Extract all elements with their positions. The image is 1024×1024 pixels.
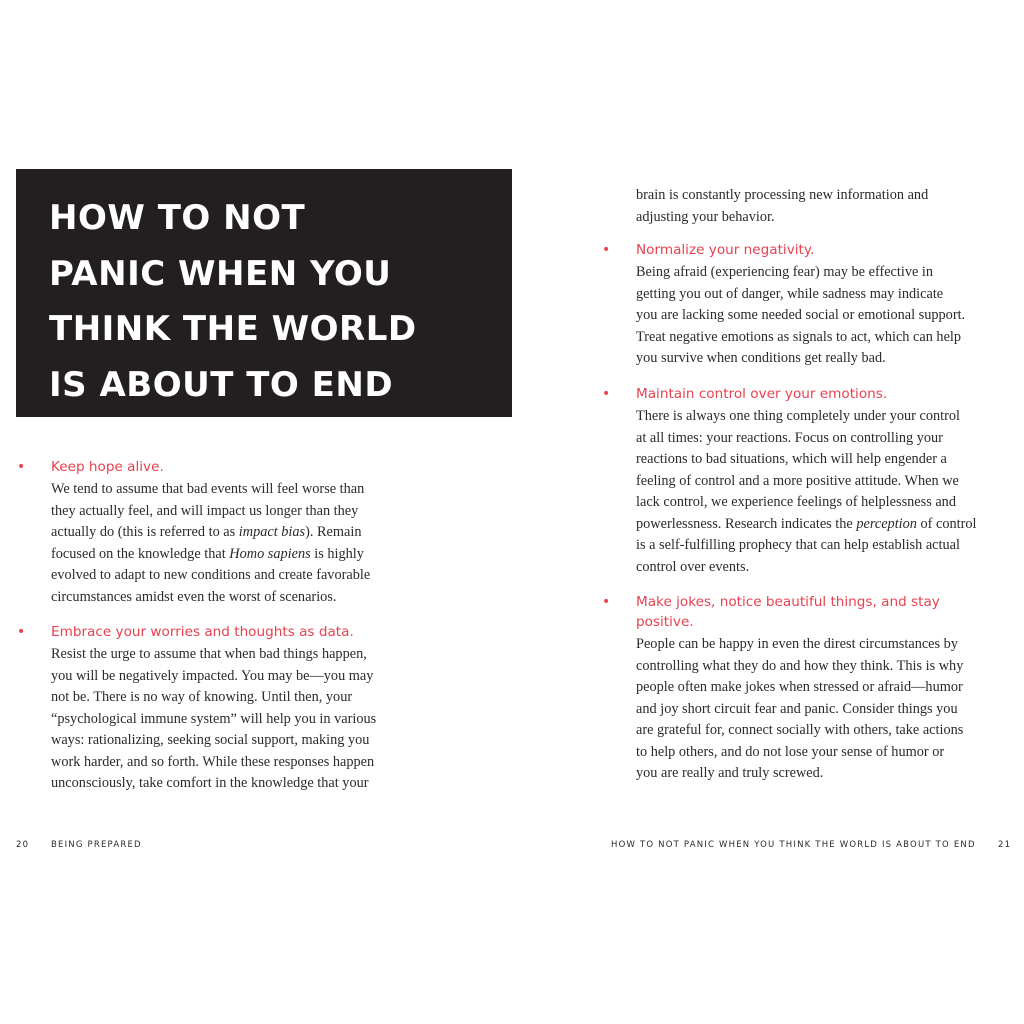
body-line: circumstances amidst even the worst of scenarios.: [51, 588, 337, 605]
footer-running-head-right: HOW TO NOT PANIC WHEN YOU THINK THE WORLD IS ABOUT TO END: [611, 840, 976, 850]
body-line: Treat negative emotions as signals to act, which can help: [636, 328, 962, 345]
body-line: people often make jokes when stressed or afraid—humor: [636, 679, 963, 695]
body-line: and joy short circuit fear and panic. Consider things you: [636, 700, 958, 717]
bullet-icon: •: [17, 459, 26, 475]
body-line: Being afraid (experiencing fear) may be effective in: [636, 264, 934, 280]
section-body: [51, 644, 431, 795]
section-keep-hope-alive: [17, 457, 431, 608]
body-line: getting you out of danger, while sadness may indicate: [636, 285, 944, 302]
body-line: “psychological immune system” will help you in various: [51, 710, 377, 727]
body-line: feeling of control and a more positive attitude. When we: [636, 472, 959, 489]
section-heading: Embrace your worries and thoughts as data.: [51, 624, 354, 640]
body-line: you are really and truly screwed.: [636, 765, 824, 781]
body-line: you will be negatively impacted. You may be—you may: [51, 667, 374, 684]
footer-page-number-right: 21: [998, 840, 1012, 850]
body-line: you survive when conditions get really bad.: [636, 350, 886, 366]
body-line: adjusting your behavior.: [636, 208, 775, 225]
italic-term: Homo sapiens: [229, 545, 311, 562]
body-line: lack control, we experience feelings of helplessness and: [636, 494, 956, 510]
chapter-title-line: IS ABOUT TO END: [49, 364, 394, 405]
section-embrace-worries: [17, 622, 431, 795]
body-line: evolved to adapt to new conditions and create favorable: [51, 567, 371, 583]
body-line: Resist the urge to assume that when bad things happen,: [51, 646, 367, 662]
section-normalize-negativity: [602, 240, 1021, 370]
body-line: not be. There is no way of knowing. Until then, your: [51, 689, 353, 705]
body-line: actually do (this is referred to as impact bias). Remain: [51, 524, 362, 540]
body-line: powerlessness. Research indicates the perception of control: [636, 515, 977, 532]
chapter-title-box: [16, 169, 512, 417]
body-line: is a self-fulfilling prophecy that can help establish actual: [636, 537, 960, 553]
body-line: controlling what they do and how they think. This is why: [636, 657, 964, 674]
section-body: [636, 634, 1021, 785]
italic-term: impact bias: [238, 524, 306, 540]
section-body: [636, 406, 1021, 578]
bullet-icon: •: [602, 386, 611, 402]
heading-line: Make jokes, notice beautiful things, and stay: [636, 594, 940, 610]
body-line: ways: rationalizing, seeking social support, making you: [51, 732, 370, 748]
section-heading: Keep hope alive.: [51, 459, 164, 475]
body-line: reactions to bad situations, which will help engender a: [636, 451, 947, 467]
body-line: brain is constantly processing new information and: [636, 187, 929, 203]
body-line: There is always one thing completely under your control: [636, 408, 960, 424]
section-heading: Maintain control over your emotions.: [636, 386, 888, 402]
right-page: [512, 0, 1024, 1024]
footer-running-head-left: BEING PREPARED: [51, 840, 142, 850]
body-line: focused on the knowledge that Homo sapiens is highly: [51, 545, 364, 562]
heading-line: positive.: [636, 614, 694, 630]
chapter-title-line: PANIC WHEN YOU: [49, 253, 392, 294]
section-heading: Normalize your negativity.: [636, 242, 815, 258]
body-line: People can be happy in even the direst circumstances by: [636, 636, 958, 652]
body-line: at all times: your reactions. Focus on controlling your: [636, 429, 943, 446]
bullet-icon: •: [602, 594, 611, 610]
section-body: [51, 479, 431, 608]
continuation-text: [636, 185, 1021, 228]
section-body: [636, 262, 1021, 370]
body-line: to help others, and do not lose your sense of humor or: [636, 743, 945, 760]
body-line: you are lacking some needed social or emotional support.: [636, 307, 966, 323]
section-make-jokes: [602, 592, 1021, 785]
section-heading: [636, 592, 1021, 632]
italic-term: perception: [856, 515, 917, 532]
bullet-icon: •: [17, 624, 26, 640]
body-line: We tend to assume that bad events will feel worse than: [51, 481, 365, 497]
chapter-title-line: THINK THE WORLD: [49, 309, 417, 349]
body-line: work harder, and so forth. While these responses happen: [51, 753, 375, 770]
section-maintain-control: [602, 384, 1021, 578]
body-line: unconsciously, take comfort in the knowledge that your: [51, 775, 369, 791]
bullet-icon: •: [602, 242, 611, 258]
body-line: control over events.: [636, 558, 750, 575]
chapter-title-line: HOW TO NOT: [49, 198, 306, 238]
section-body: [636, 185, 1021, 228]
footer-page-number-left: 20: [16, 840, 30, 850]
body-line: are grateful for, connect socially with others, take actions: [636, 722, 964, 738]
body-line: they actually feel, and will impact us longer than they: [51, 502, 359, 519]
